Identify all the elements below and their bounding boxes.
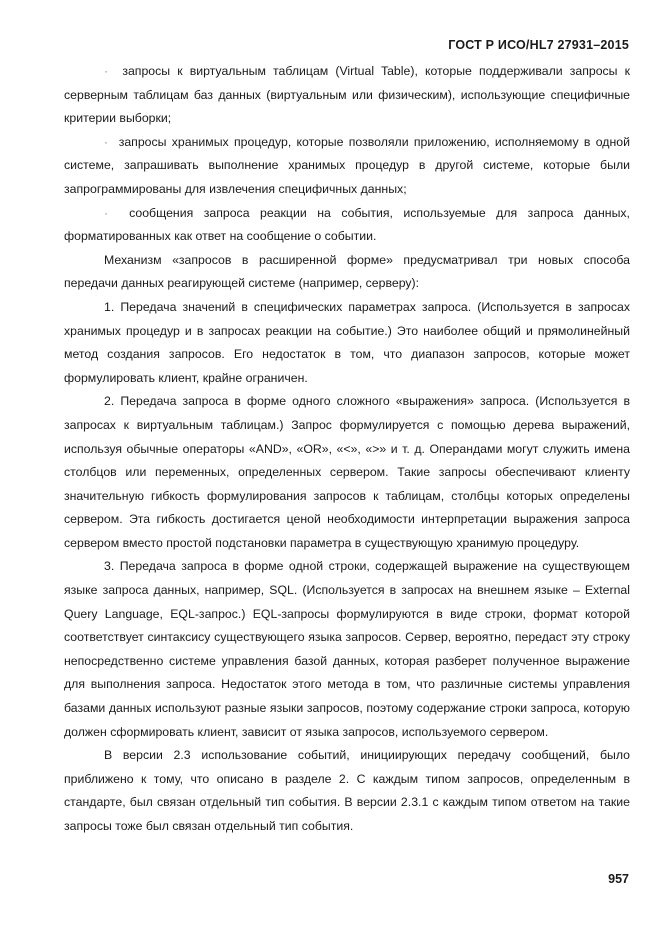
bullet-item bbox=[64, 202, 630, 249]
document-code: ГОСТ Р ИСО/HL7 27931–2015 bbox=[448, 38, 629, 52]
bullet-item bbox=[64, 131, 630, 202]
paragraph-mechanism: Механизм «запросов в расширенной форме» предусматривал три новых способа передачи данных реагирующей системе (например, серверу): bbox=[64, 252, 630, 291]
bullet-text: запросы к виртуальным таблицам (Virtual Table), которые поддерживали запросы к серверным таблицам баз данных (виртуальным или физическим), использующие специфичные критерии выборки; bbox=[64, 64, 630, 126]
bullet-text: сообщения запроса реакции на события, используемые для запроса данных, форматированных как ответ на сообщение о событии. bbox=[64, 205, 630, 244]
page-body bbox=[64, 60, 630, 839]
paragraph-version: В версии 2.3 использование событий, инициирующих передачу сообщений, было приближено к тому, что описано в разделе 2. С каждым типом запросов, определенным в стандарте, был связан отдельный тип события. В версии 2.3.1 с каждым типом ответом на такие запросы тоже был связан отдельный тип события. bbox=[64, 748, 630, 833]
paragraph-method-1: 1. Передача значений в специфических параметрах запроса. (Используется в запросах хранимых процедур и в запросах реакции на событие.) Это наиболее общий и прямолинейный метод создания запросов. Его недостаток в том, что диапазон запросов, которые может формулировать клиент, крайне ограничен. bbox=[64, 299, 630, 385]
bullet-marker: · bbox=[104, 134, 109, 149]
paragraph-method-3: 3. Передача запроса в форме одной строки, содержащей выражение на существующем языке запроса данных, например, SQL. (Используется в запросах на внешнем языке – External Query Language, EQL-запрос.) EQL-запросы формулируются в виде строки, формат которой соответствует синтаксису существующего языка запросов. Сервер, вероятно, передаст эту строку непосредственно системе управления базой данных, которая разберет полученное выражение для выполнения запроса. Недостаток этого метода в том, что различные системы управления базами данных используют разные языки запросов, поэтому содержание строки запроса, которую должен сформировать клиент, зависит от языка запросов, используемого сервером. bbox=[64, 559, 630, 739]
bullet-marker: · bbox=[104, 64, 109, 78]
bullet-item bbox=[64, 60, 630, 131]
bullet-marker: · bbox=[104, 205, 109, 220]
bullet-text: запросы хранимых процедур, которые позволяли приложению, исполняемому в одной системе, запрашивать выполнение хранимых процедур в другой системе, которые были запрограммированы для извлечения специфичных данных; bbox=[64, 134, 630, 196]
page-number: 957 bbox=[608, 872, 629, 886]
paragraph-method-2: 2. Передача запроса в форме одного сложного «выражения» запроса. (Используется в запросах к виртуальным таблицам.) Запрос формулируется с помощью дерева выражений, используя обычные операторы «AND», «OR», «<», «>» и т. д. Операндами могут служить имена столбцов или переменных, определенных сервером. Такие запросы обеспечивают клиенту значительную гибкость формулирования запросов к таблицам, столбцы которых определены сервером. Эта гибкость достигается ценой необходимости интерпретации выражения запроса сервером вместо простой подстановки параметра в существующую хранимую процедуру. bbox=[64, 394, 630, 550]
